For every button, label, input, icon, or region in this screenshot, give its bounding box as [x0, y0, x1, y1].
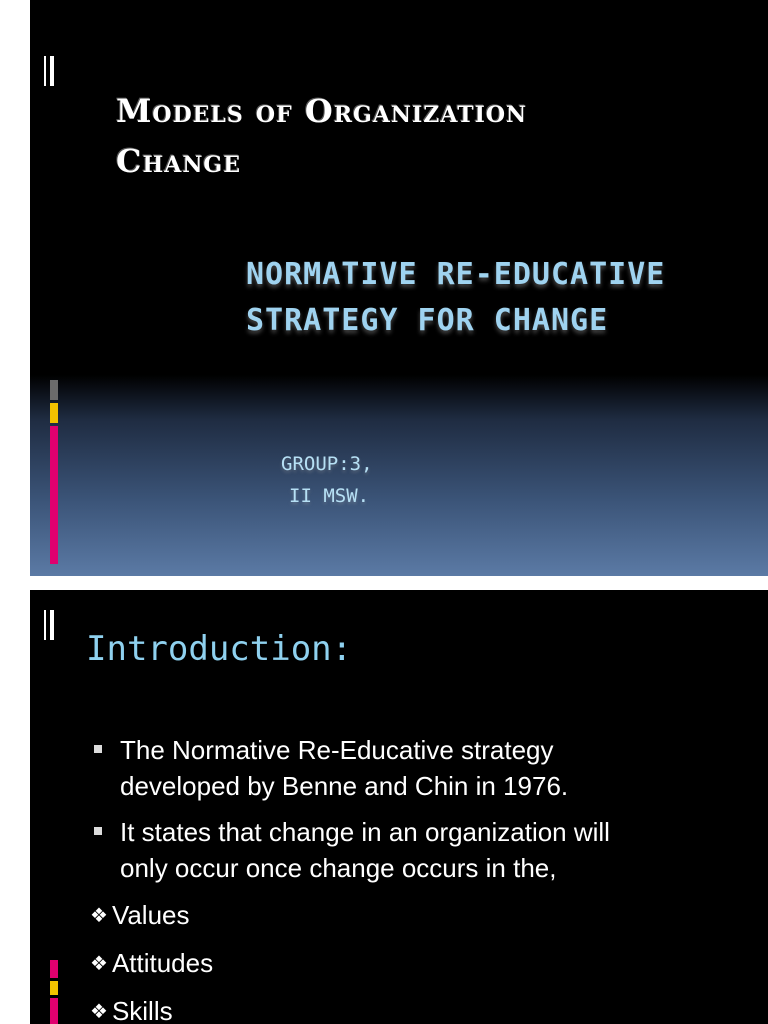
group-class: II MSW.: [289, 485, 370, 507]
group-number: GROUP:3,: [281, 453, 373, 475]
square-bullet-icon: [94, 745, 102, 753]
accent-bar-pink: [50, 960, 58, 978]
diamond-bullet-icon: ❖: [90, 953, 108, 975]
sub-bullet-list: [90, 897, 213, 1024]
edge-marker: [50, 610, 54, 640]
title-slide: [30, 0, 768, 576]
sub-bullet-text: Skills: [111, 996, 173, 1024]
introduction-heading: Introduction:: [86, 629, 353, 669]
edge-marker: [44, 610, 46, 640]
accent-bar-yellow: [50, 403, 58, 423]
slide-subtitle-line: NORMATIVE RE-EDUCATIVE: [246, 257, 666, 292]
slide-subtitle: [246, 252, 766, 344]
bullet-text-line: developed by Benne and Chin in 1976.: [120, 771, 569, 801]
slide-title-line: Models of Organization: [116, 92, 528, 130]
list-item: [90, 993, 213, 1024]
edge-marker: [50, 56, 54, 86]
accent-bar-yellow: [50, 981, 58, 995]
bullet-text-line: only occur once change occurs in the,: [120, 853, 557, 883]
accent-bar-pink: [50, 998, 58, 1024]
accent-bar-pink: [50, 426, 58, 564]
sub-bullet-text: Values: [111, 900, 190, 930]
sub-bullet-text: Attitudes: [111, 948, 214, 978]
square-bullet-icon: [94, 827, 102, 835]
slide-subtitle-line: STRATEGY FOR CHANGE: [246, 303, 609, 338]
bullet-text-line: It states that change in an organization will: [120, 817, 610, 847]
edge-marker: [44, 56, 46, 86]
accent-bar-gray: [50, 380, 58, 400]
list-item: [90, 897, 213, 934]
bullet-list: [92, 732, 752, 896]
diamond-bullet-icon: ❖: [90, 1001, 108, 1023]
slide-title-line: Change: [116, 142, 241, 180]
slide-title: [116, 86, 676, 186]
introduction-slide: [30, 590, 768, 1024]
list-item: [92, 814, 752, 886]
list-item: [92, 732, 752, 804]
diamond-bullet-icon: ❖: [90, 905, 108, 927]
bullet-text-line: The Normative Re-Educative strategy: [120, 735, 554, 765]
list-item: [90, 945, 213, 982]
